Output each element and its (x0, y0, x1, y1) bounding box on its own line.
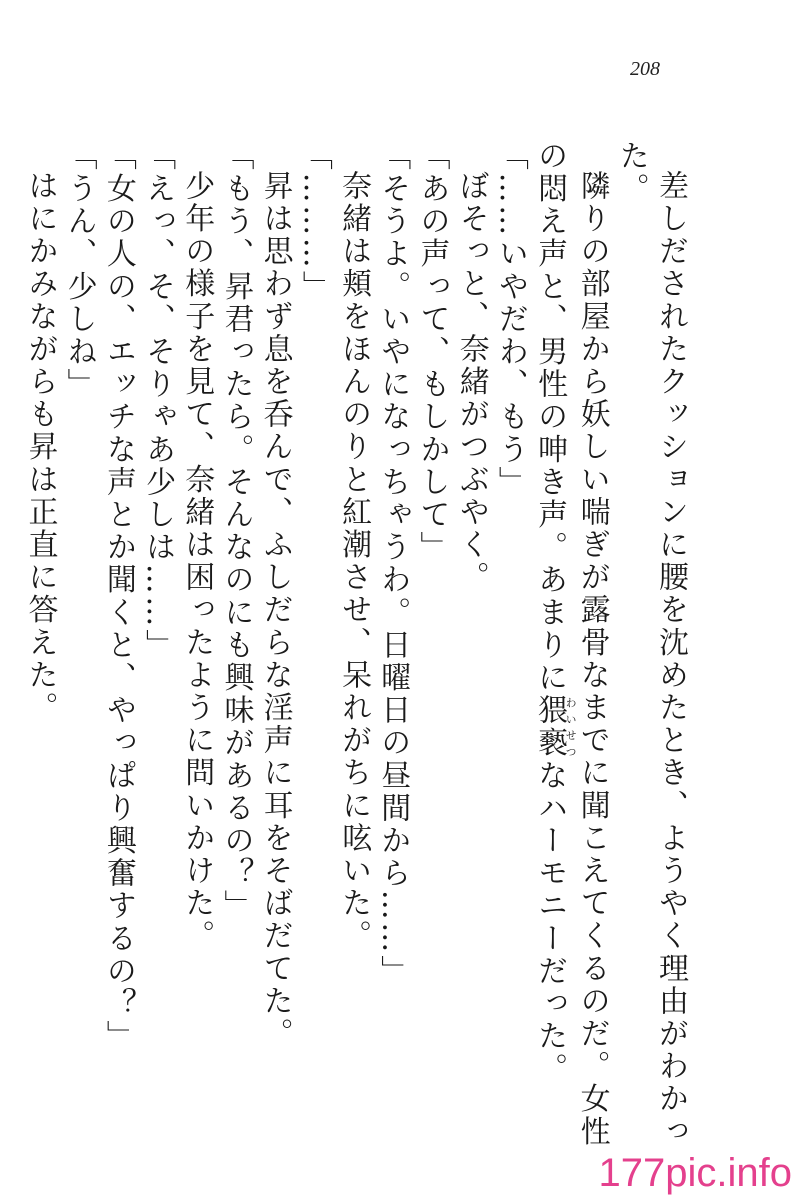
dialogue-line-14: 「うん、少しね」 (61, 140, 97, 401)
dialogue-line-13: 「女の人の、エッチな声とか聞くと、やっぱり興奮するの？」 (100, 140, 136, 1053)
dialogue-line-8: 「………」 (296, 140, 332, 303)
watermark-text: 177pic.info (598, 1151, 792, 1195)
body-line-15: はにかみながらも昇は正直に答えた。 (22, 170, 58, 725)
body-line-1: 差しだされたクッションに腰を沈めたとき、ようやく理由がわかった。 (613, 140, 688, 1148)
ruby-base: 猥褻 (532, 694, 568, 760)
body-line-11: 少年の様子を見て、奈緒は困ったように問いかけた。 (179, 170, 215, 953)
ruby-reading: わいせつ (564, 694, 578, 760)
furigana-word (532, 694, 578, 760)
body-line-2 (530, 140, 612, 1150)
body-line-2-before: 隣りの部屋から妖しい喘ぎが露骨なまでに聞こえてくるのだ。女性の悶え声と、男性の呻き声。あまりに (532, 140, 610, 1148)
dialogue-line-10: 「もう、昇君ったら。そんなのにも興味があるの？」 (218, 140, 254, 923)
body-line-4: ぼそっと、奈緒がつぶやく。 (453, 170, 489, 594)
body-line-9: 昇は思わず息を呑んで、ふしだらな淫声に耳をそばだてた。 (257, 170, 293, 1051)
novel-text-column-block (20, 140, 690, 1150)
body-line-7: 奈緒は頬をほんのりと紅潮させ、呆れがちに呟いた。 (336, 170, 372, 953)
dialogue-line-12: 「えっ、そ、そりゃあ少しは……」 (140, 140, 176, 662)
dialogue-line-3: 「……いやだわ、もう」 (492, 140, 528, 499)
dialogue-line-5: 「あの声って、もしかして」 (414, 140, 450, 564)
page-number: 208 (630, 58, 660, 80)
dialogue-line-6: 「そうよ。いやになっちゃうわ。日曜日の昼間から……」 (375, 140, 411, 988)
body-line-2-after: なハーモニーだった。 (532, 759, 568, 1086)
